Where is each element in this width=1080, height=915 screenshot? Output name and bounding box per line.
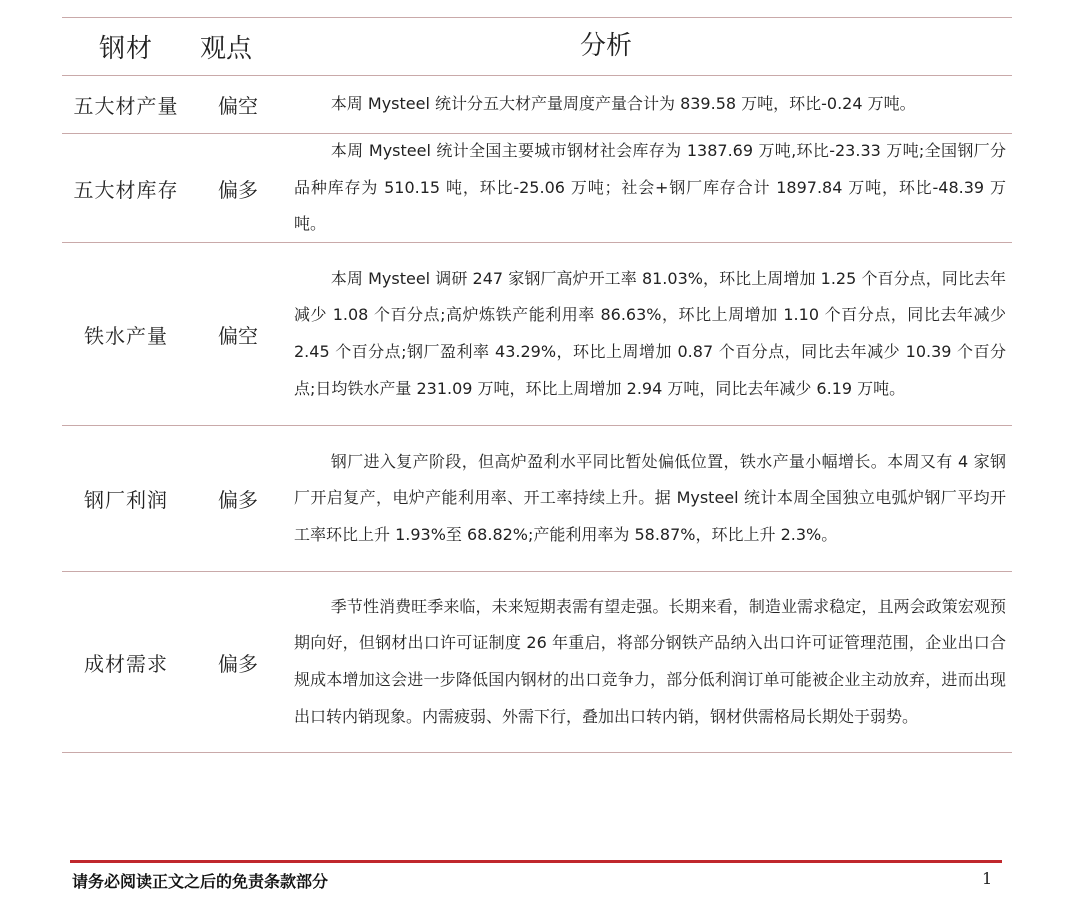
- row-analysis: [286, 572, 1012, 752]
- table-row: [62, 426, 1012, 572]
- row-material: 铁水产量: [84, 323, 168, 348]
- row-material: 钢厂利润: [84, 488, 168, 512]
- page-number: 1: [982, 869, 993, 888]
- table-row: [62, 134, 1012, 243]
- row-analysis-text: 本周 Mysteel 统计全国主要城市钢材社会库存为 1387.69 万吨,环比-23.33 万吨;全国钢厂分品种库存为 510.15 吨，环比-25.06 万吨；社会+钢厂库存合计 1897.84 万吨，环比-48.39 万吨。: [294, 141, 1006, 234]
- row-analysis: [286, 243, 1012, 425]
- footer-disclaimer: 请务必阅读正文之后的免责条款部分: [72, 872, 329, 891]
- footer-divider: [70, 860, 1002, 863]
- row-analysis-text: 本周 Mysteel 调研 247 家钢厂高炉开工率 81.03%，环比上周增加 1.25 个百分点，同比去年减少 1.08 个百分点;高炉炼铁产能利用率 86.63%，环比上周增加 1.10 个百分点，同比去年减少 2.45 个百分点;钢厂盈利率 43.29%，环比上周增加 0.87 个百分点，同比去年减少 10.39 个百分点;日均铁水产量 231.09 万吨，环比上周增加 2.94 万吨，同比去年减少 6.19 万吨。: [294, 268, 1006, 398]
- row-analysis-text: 钢厂进入复产阶段，但高炉盈利水平同比暂处偏低位置，铁水产量小幅增长。本周又有 4 家钢厂开启复产，电炉产能利用率、开工率持续上升。据 Mysteel 统计本周全国独立电弧炉钢厂平均开工率环比上升 1.93%至 68.82%;产能利用率为 58.87%，环比上升 2.3%。: [294, 451, 1006, 544]
- table-header-row: [62, 18, 1012, 76]
- header-view: 观点: [200, 34, 253, 64]
- row-analysis: [286, 134, 1012, 242]
- steel-analysis-table: [62, 17, 1012, 753]
- header-analysis-label: 分析: [579, 31, 632, 62]
- header-analysis: [286, 18, 1012, 75]
- table-row: [62, 243, 1012, 426]
- row-material: 成材需求: [84, 651, 168, 676]
- row-material: 五大材库存: [73, 177, 179, 202]
- row-view: 偏多: [218, 488, 258, 512]
- row-analysis-text: 本周 Mysteel 统计分五大材产量周度产量合计为 839.58 万吨，环比-0.24 万吨。: [330, 94, 916, 114]
- row-view: 偏空: [218, 323, 258, 348]
- row-view: 偏多: [218, 651, 258, 676]
- row-material: 五大材产量: [73, 94, 179, 118]
- row-analysis-text: 季节性消费旺季来临，未来短期表需有望走强。长期来看，制造业需求稳定，且两会政策宏观预期向好，但钢材出口许可证制度 26 年重启，将部分钢铁产品纳入出口许可证管理范围，企业出口合规成本增加这会进一步降低国内钢材的出口竞争力，部分低利润订单可能被企业主动放弃，进而出现出口转内销现象。内需疲弱、外需下行，叠加出口转内销，钢材供需格局长期处于弱势。: [294, 596, 1006, 726]
- row-analysis: [286, 426, 1012, 571]
- table-row: [62, 572, 1012, 753]
- table-row: [62, 76, 1012, 134]
- row-analysis: [286, 76, 1012, 133]
- header-material: 钢材: [98, 34, 153, 64]
- row-view: 偏空: [218, 94, 258, 118]
- row-view: 偏多: [218, 177, 258, 202]
